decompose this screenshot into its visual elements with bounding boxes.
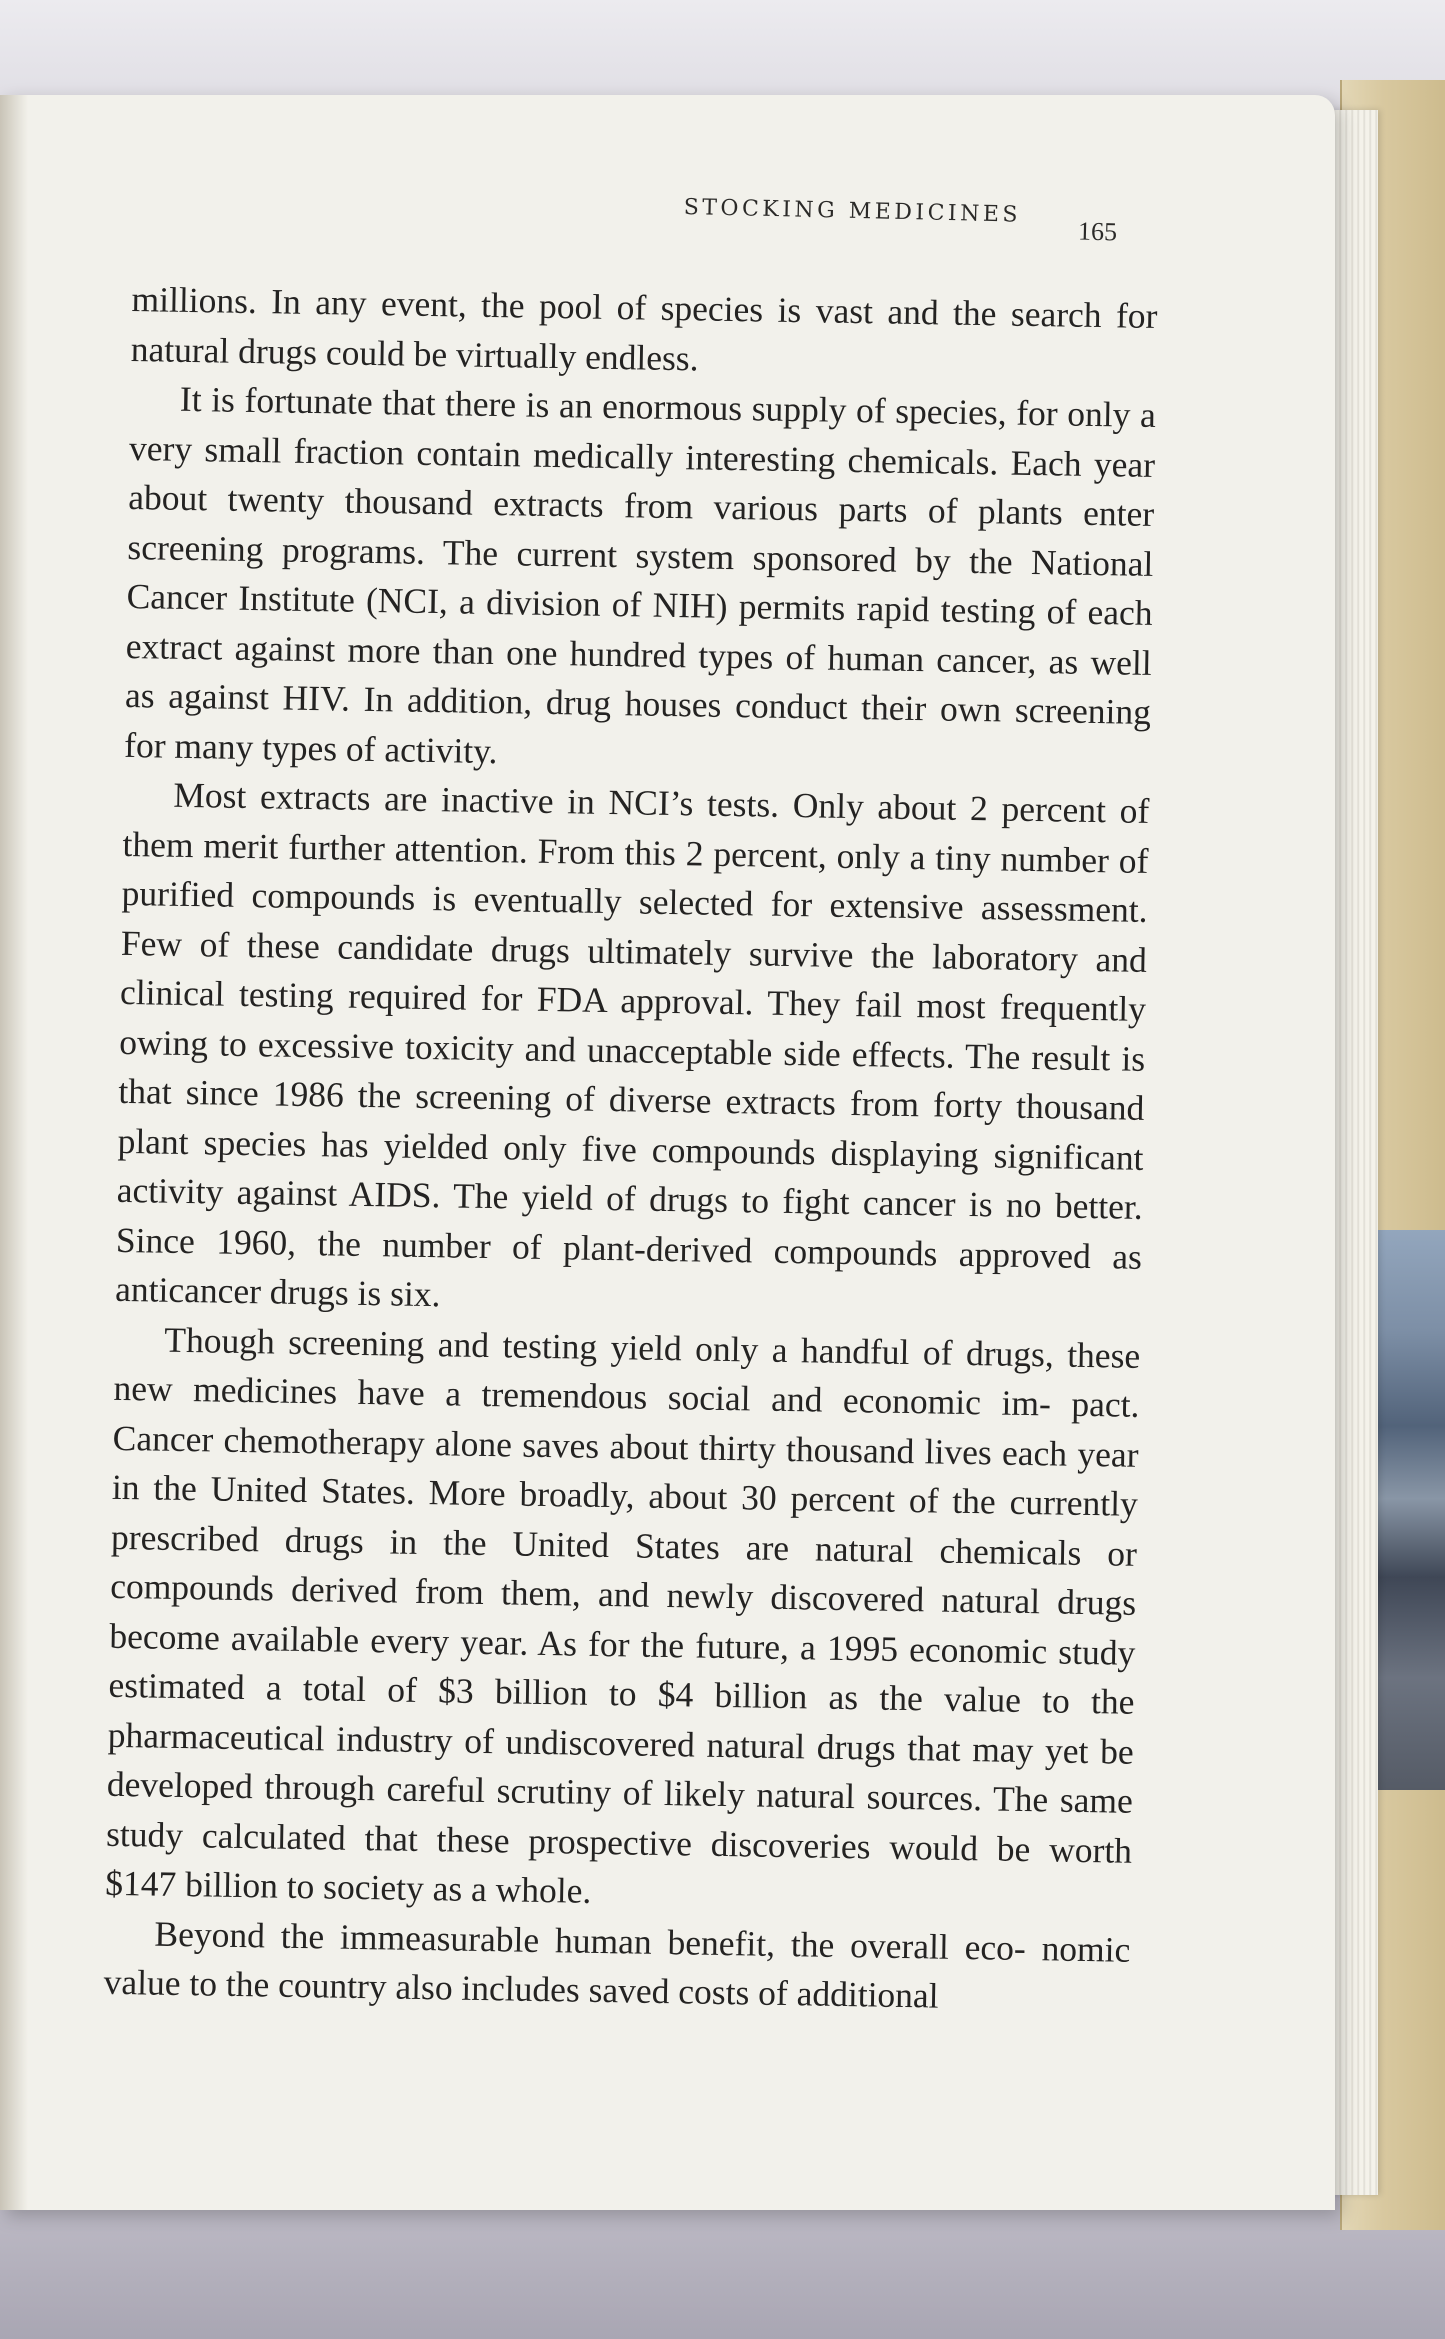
page-gutter-shadow	[0, 95, 28, 2210]
paragraph-3: Most extracts are inactive in NCI’s tests. Only about 2 percent of them merit further attention. From this 2 percent, only a tiny number of purified compounds is eventually selected for extensive assessment. Few of these candidate drugs ultimately survive the laboratory and clinical testing required for FDA approval. They fail most frequently owing to excessive toxicity and unacceptable side effects. The result is that since 1986 the screening of diverse extracts from forty thousand plant species has yielded only five compounds displaying significant activity against AIDS. The yield of drugs to fight cancer is no better. Since 1960, the number of plant-derived compounds approved as anticancer drugs is six.	[114, 774, 1150, 1315]
paragraph-4: Though screening and testing yield only a handful of drugs, these new medicines have a tremendous social and economic im- pact. Cancer chemotherapy alone saves about thirty thousand lives each year in the United States. More broadly, about 30 percent of the currently prescribed drugs in the United States are natural chemicals or compounds derived from them, and newly discovered natural drugs become available every year. As for the future, a 1995 economic study estimated a total of $3 billion to $4 billion as the value to the pharmaceutical industry of undiscovered natural drugs that may yet be developed through careful scrutiny of likely natural sources. The same study calculated that these prospective discoveries would be worth $147 billion to society as a whole.	[105, 1319, 1141, 1911]
page-number: 165	[1077, 216, 1118, 247]
body-text	[103, 275, 1158, 2024]
backdrop-bottom	[0, 2190, 1445, 2339]
paragraph-5: Beyond the immeasurable human benefit, the overall eco- nomic value to the country also includes saved costs of additional	[103, 1913, 1131, 2016]
book-page	[0, 95, 1335, 2210]
paragraph-1: millions. In any event, the pool of species is vast and the search for natural drugs could be virtually endless.	[130, 278, 1158, 378]
paragraph-2: It is fortunate that there is an enormous supply of species, for only a very small fraction contain medically interesting chemicals. Each year about twenty thousand extracts from various parts of plants enter screening programs. The current system sponsored by the National Cancer Institute (NCI, a division of NIH) permits rapid testing of each extract against more than one hundred types of human cancer, as well as against HIV. In addition, drug houses conduct their own screening for many types of activity.	[123, 378, 1157, 771]
cover-photo-strip	[1378, 1230, 1445, 1790]
running-head: STOCKING MEDICINES	[683, 195, 1022, 228]
